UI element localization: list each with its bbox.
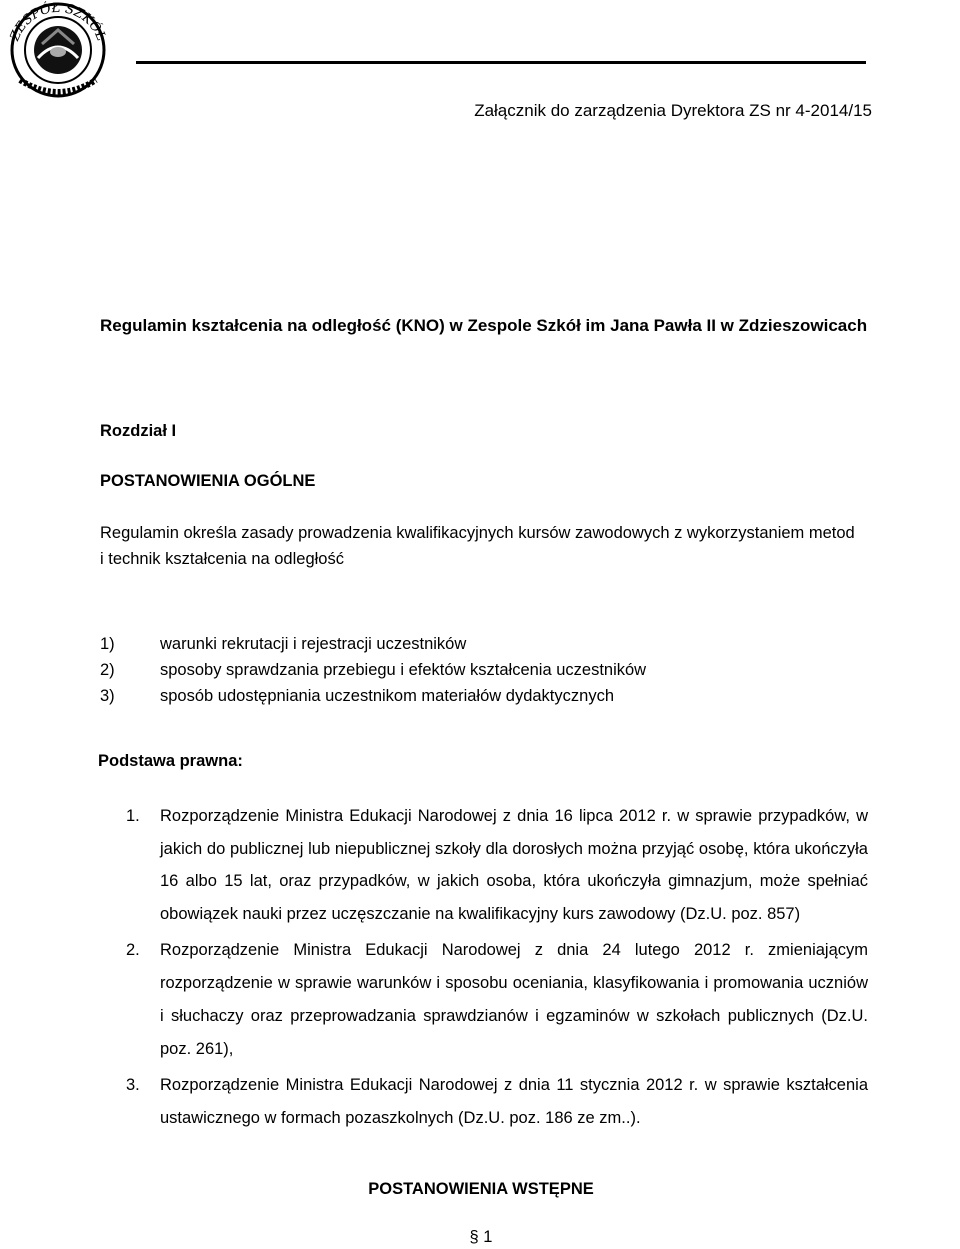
annex-reference: Załącznik do zarządzenia Dyrektora ZS nr 4-2014/15: [474, 101, 872, 120]
chapter-heading: Rozdział I: [100, 422, 177, 440]
scope-item: [100, 683, 646, 709]
legal-basis-heading: Podstawa prawna:: [98, 752, 243, 770]
legal-basis-text: Rozporządzenie Ministra Edukacji Narodowej z dnia 11 stycznia 2012 r. w sprawie kształcenia ustawicznego w formach pozaszkolnych (Dz.U. poz. 186 ze zm..).: [160, 1076, 868, 1127]
document-title: Regulamin kształcenia na odległość (KNO) w Zespole Szkół im Jana Pawła II w Zdzieszowicach: [100, 316, 868, 335]
legal-basis-text: Rozporządzenie Ministra Edukacji Narodowej z dnia 16 lipca 2012 r. w sprawie przypadków, w jakich do publicznej lub niepublicznej szkoły dla dorosłych można przyjąć osobę, która ukończyła 16 albo 15 lat, oraz przypadków, w jakich osoba, która ukończyła gimnazjum, może spełniać obowiązek nauki przez uczęszczanie na kwalifikacyjny kurs zawodowy (Dz.U. poz. 857): [160, 807, 868, 923]
scope-item-text: sposób udostępniania uczestnikom materiałów dydaktycznych: [160, 687, 614, 705]
legal-basis-item: [100, 800, 868, 930]
scope-item-number: 3): [100, 687, 115, 705]
scope-item-text: sposoby sprawdzania przebiegu i efektów kształcenia uczestników: [160, 661, 647, 679]
scope-item-number: 2): [100, 661, 115, 679]
paragraph-number: § 1: [469, 1228, 493, 1246]
legal-basis-list: [100, 800, 868, 1135]
legal-basis-number: 1.: [126, 807, 140, 825]
section-heading: POSTANOWIENIA OGÓLNE: [100, 472, 316, 490]
scope-item-number: 1): [100, 635, 115, 653]
scope-item: [100, 631, 646, 657]
scope-item: [100, 657, 646, 683]
legal-basis-text: Rozporządzenie Ministra Edukacji Narodowej z dnia 24 lutego 2012 r. zmieniającym rozporządzenie w sprawie warunków i sposobu oceniania, klasyfikowania i promowania uczniów i słuchaczy oraz przeprowadzania sprawdzianów i egzaminów w szkołach publicznych (Dz.U. poz. 261),: [160, 941, 868, 1058]
legal-basis-number: 3.: [126, 1076, 140, 1094]
preamble-heading: POSTANOWIENIA WSTĘPNE: [368, 1180, 594, 1198]
svg-text:ZESPÓŁ SZKÓŁ: ZESPÓŁ SZKÓŁ: [7, 0, 109, 44]
scope-item-text: warunki rekrutacji i rejestracji uczestników: [160, 635, 467, 653]
header-rule: [136, 61, 866, 64]
legal-basis-item: [100, 1069, 868, 1135]
school-seal-icon: [2, 0, 114, 100]
scope-list: [100, 631, 646, 709]
intro-paragraph: Regulamin określa zasady prowadzenia kwalifikacyjnych kursów zawodowych z wykorzystaniem metod i technik kształcenia na odległość: [100, 524, 855, 568]
legal-basis-item: [100, 934, 868, 1066]
legal-basis-number: 2.: [126, 941, 140, 959]
